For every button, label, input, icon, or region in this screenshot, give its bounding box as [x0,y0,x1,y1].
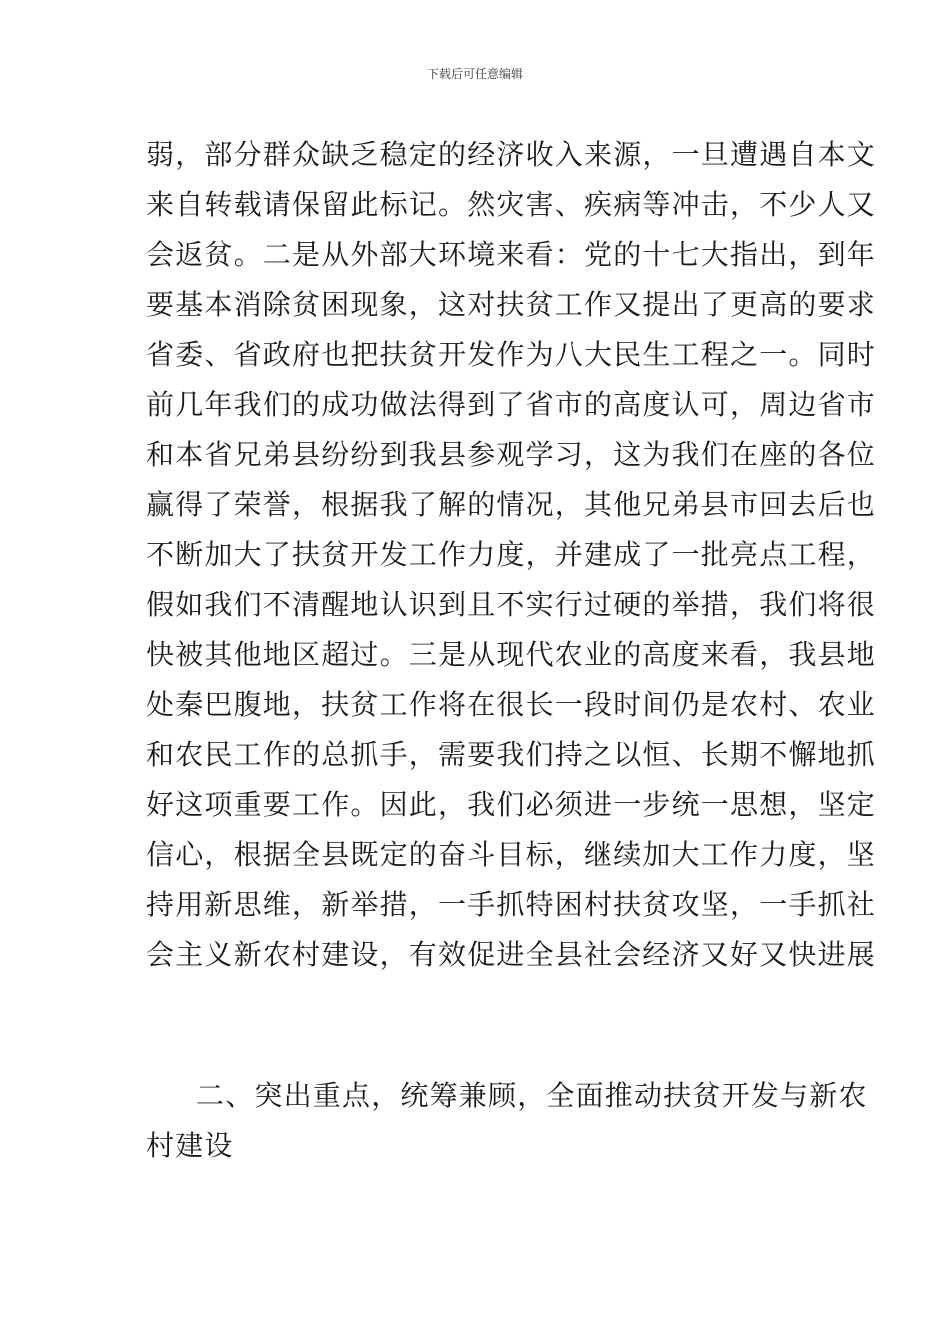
paragraph-line: 快被其他地区超过。三是从现代农业的高度来看，我县地 [146,638,877,671]
paragraph-line: 不断加大了扶贫开发工作力度，并建成了一批亮点工程， [146,538,877,571]
paragraph-line: 会返贫。二是从外部大环境来看：党的十七大指出，到年 [146,238,877,271]
paragraph-line: 信心，根据全县既定的奋斗目标，继续加大工作力度，坚 [146,838,877,871]
paragraph-line: 和本省兄弟县纷纷到我县参观学习，这为我们在座的各位 [146,438,877,471]
paragraph-line: 省委、省政府也把扶贫开发作为八大民生工程之一。同时 [146,338,877,371]
paragraph-line: 弱，部分群众缺乏稳定的经济收入来源，一旦遭遇自本文 [146,138,877,171]
body-paragraph [146,130,877,980]
paragraph-line: 处秦巴腹地，扶贫工作将在很长一段时间仍是农村、农业 [146,688,877,721]
paragraph-line: 和农民工作的总抓手，需要我们持之以恒、长期不懈地抓 [146,738,877,771]
paragraph-line: 前几年我们的成功做法得到了省市的高度认可，周边省市 [146,388,877,421]
page-header: 下载后可任意编辑 [426,67,523,81]
paragraph-line: 会主义新农村建设，有效促进全县社会经济又好又快进展 [146,938,877,971]
paragraph-line: 赢得了荣誉，根据我了解的情况，其他兄弟县市回去后也 [146,488,877,521]
paragraph-line: 好这项重要工作。因此，我们必须进一步统一思想，坚定 [146,788,877,821]
paragraph-line: 假如我们不清醒地认识到且不实行过硬的举措，我们将很 [146,588,877,621]
section-heading [146,1071,868,1171]
paragraph-line: 持用新思维，新举措，一手抓特困村扶贫攻坚，一手抓社 [146,888,877,921]
paragraph-line: 要基本消除贫困现象，这对扶贫工作又提出了更高的要求 [146,288,877,321]
section-heading-line-2: 村建设 [146,1129,234,1162]
section-heading-line-1: 二、突出重点，统筹兼顾，全面推动扶贫开发与新农 [196,1079,868,1112]
paragraph-line: 来自转载请保留此标记。然灾害、疾病等冲击，不少人又 [146,188,877,221]
